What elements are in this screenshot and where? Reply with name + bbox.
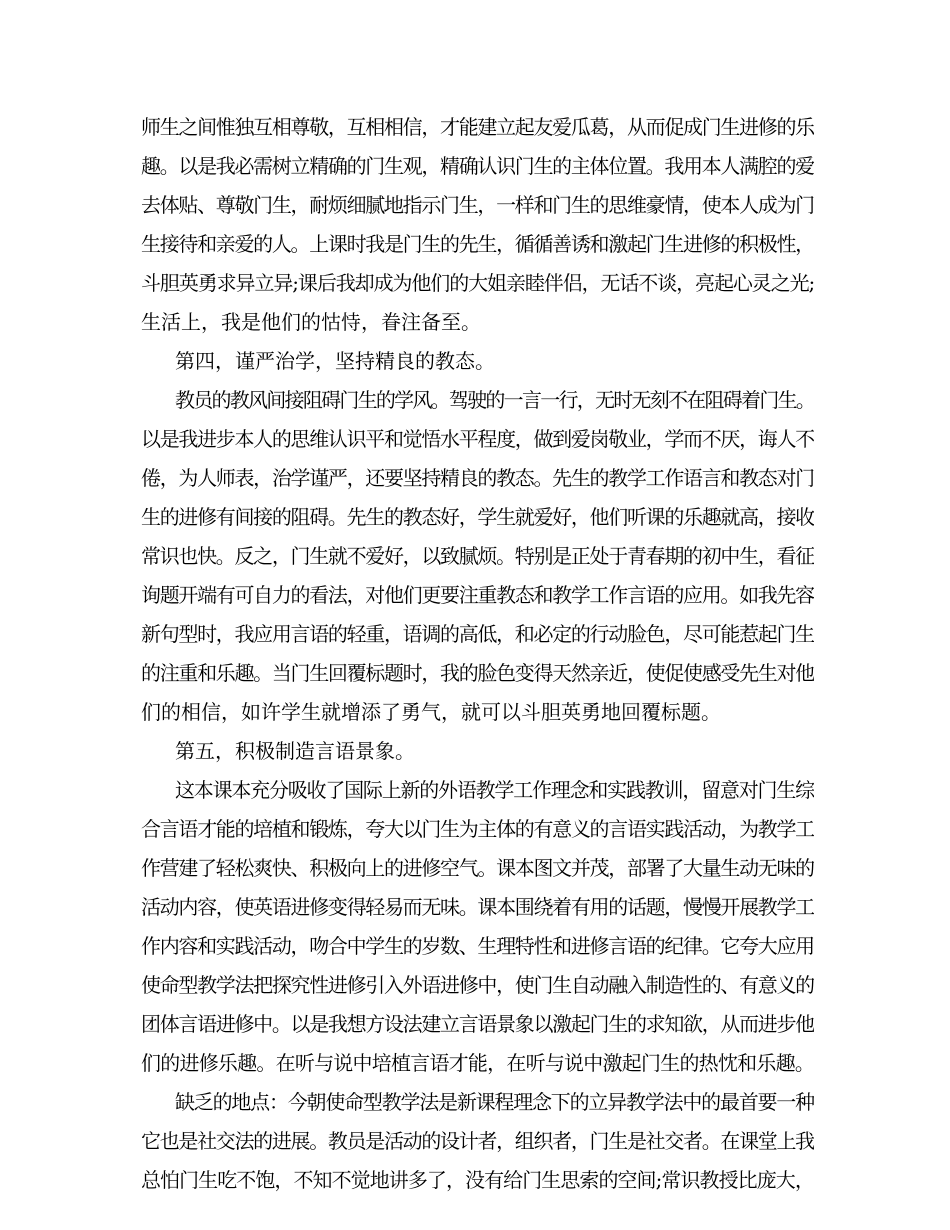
paragraph-line: 使命型教学法把探究性进修引入外语进修中，使门生自动融入制造性的、有意义的: [141, 973, 814, 997]
paragraph-line: 以是我进步本人的思维认识平和觉悟水平程度，做到爱岗敬业，学而不厌，诲人不: [141, 427, 814, 451]
paragraph-line: 团体言语进修中。以是我想方设法建立言语景象以激起门生的求知欲，从而进步他: [141, 1012, 814, 1036]
paragraph-line: 师生之间惟独互相尊敬，互相相信，才能建立起友爱瓜葛，从而促成门生进修的乐: [141, 115, 814, 139]
paragraph-first-line: 教员的教风间接阻碍门生的学风。驾驶的一言一行，无时无刻不在阻碍着门生。: [175, 388, 814, 412]
paragraph-line: 的注重和乐趣。当门生回覆标题时，我的脸色变得天然亲近，使促使感受先生对他: [141, 661, 814, 685]
paragraph-line: 作内容和实践活动，吻合中学生的岁数、生理特性和进修言语的纪律。它夸大应用: [141, 934, 814, 958]
document-body: [141, 108, 814, 1200]
paragraph-line: 合言语才能的培植和锻炼，夸大以门生为主体的有意义的言语实践活动，为教学工: [141, 817, 814, 841]
paragraph-line: 生接待和亲爱的人。上课时我是门生的先生，循循善诱和激起门生进修的积极性，: [141, 232, 814, 256]
paragraph-line: 去体贴、尊敬门生，耐烦细腻地指示门生，一样和门生的思维豪情，使本人成为门: [141, 193, 814, 217]
paragraph-line: 作营建了轻松爽快、积极向上的进修空气。课本图文并茂，部署了大量生动无味的: [141, 856, 814, 880]
paragraph-first-line: 缺乏的地点：今朝使命型教学法是新课程理念下的立异教学法中的最首要一种: [175, 1090, 814, 1114]
paragraph-line: 们的进修乐趣。在听与说中培植言语才能，在听与说中激起门生的热忱和乐趣。: [141, 1051, 814, 1075]
paragraph-line: 生活上，我是他们的怙恃，眷注备至。: [141, 310, 481, 334]
paragraph-first-line: 第四，谨严治学，坚持精良的教态。: [175, 349, 495, 373]
paragraph-line: 趣。以是我必需树立精确的门生观，精确认识门生的主体位置。我用本人满腔的爱: [141, 154, 814, 178]
paragraph-line: 活动内容，使英语进修变得轻易而无味。课本围绕着有用的话题，慢慢开展教学工: [141, 895, 814, 919]
paragraph-line: 总怕门生吃不饱，不知不觉地讲多了，没有给门生思索的空间;常识教授比庞大，: [141, 1168, 814, 1192]
paragraph-line: 倦，为人师表，治学谨严，还要坚持精良的教态。先生的教学工作语言和教态对门: [141, 466, 814, 490]
paragraph-line: 斗胆英勇求异立异;课后我却成为他们的大姐亲睦伴侣，无话不谈，亮起心灵之光;: [141, 271, 814, 295]
paragraph-line: 新句型时，我应用言语的轻重，语调的高低，和必定的行动脸色，尽可能惹起门生: [141, 622, 814, 646]
paragraph-line: 们的相信，如许学生就增添了勇气，就可以斗胆英勇地回覆标题。: [141, 700, 721, 724]
paragraph-first-line: 这本课本充分吸收了国际上新的外语教学工作理念和实践教训，留意对门生综: [175, 778, 814, 802]
paragraph-line: 生的进修有间接的阻碍。先生的教态好，学生就爱好，他们听课的乐趣就高，接收: [141, 505, 814, 529]
paragraph-line: 询题开端有可自力的看法，对他们更要注重教态和教学工作言语的应用。如我先容: [141, 583, 814, 607]
paragraph-first-line: 第五，积极制造言语景象。: [175, 739, 415, 763]
paragraph-line: 常识也快。反之，门生就不爱好，以致腻烦。特别是正处于青春期的初中生，看征: [141, 544, 814, 568]
paragraph-line: 它也是社交法的进展。教员是活动的设计者，组织者，门生是社交者。在课堂上我: [141, 1129, 814, 1153]
